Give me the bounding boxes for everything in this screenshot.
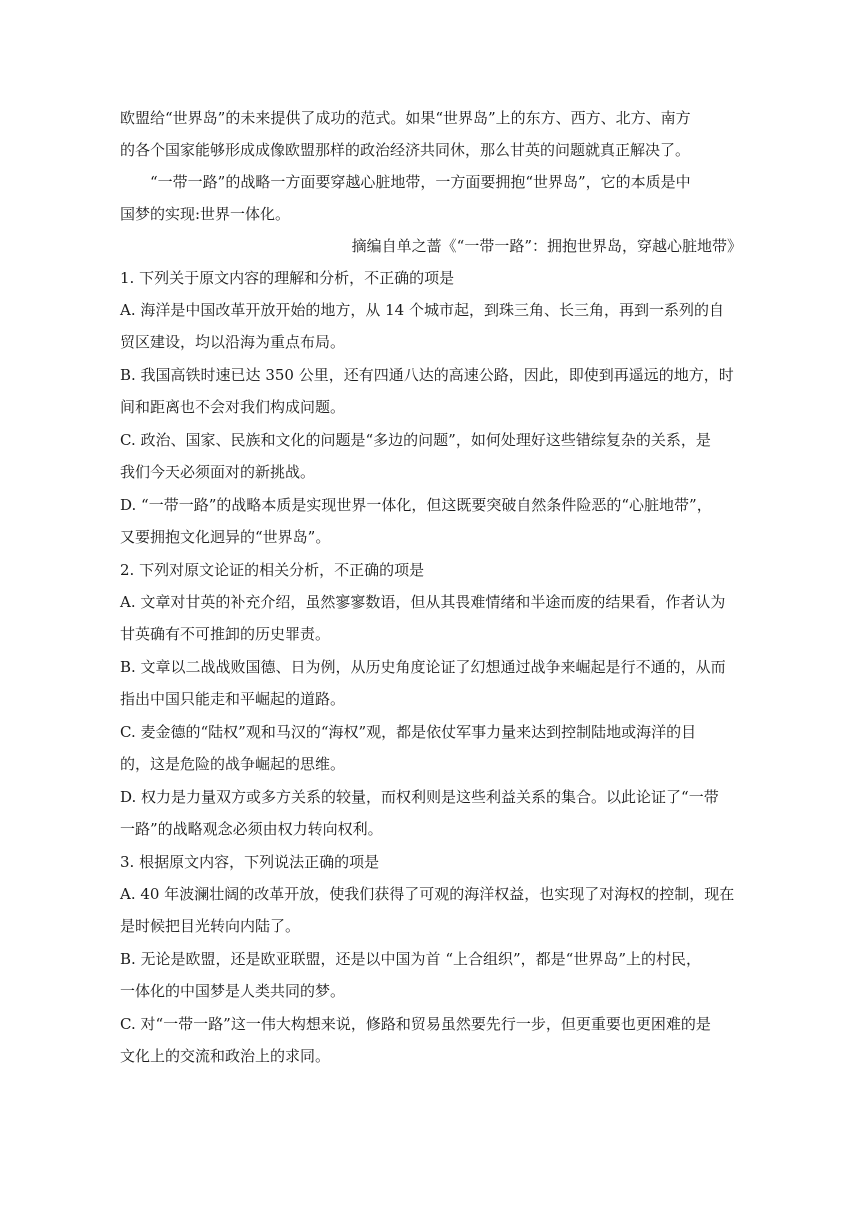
option-c-line1: C. 政治、国家、民族和文化的问题是“多边的问题”，如何处理好这些错综复杂的关系，是 [120,431,711,449]
option-d-line2: 一路”的战略观念必须由权力转向权利。 [120,820,383,838]
option-d-line1: D. “一带一路”的战略本质是实现世界一体化，但这既要突破自然条件险恶的“心脏地带”， [120,496,712,514]
option-c-line2: 我们今天必须面对的新挑战。 [120,463,316,481]
option-a-line2: 甘英确有不可推卸的历史罪责。 [120,625,331,643]
option-a-line1: A. 海洋是中国改革开放开始的地方，从 14 个城市起，到珠三角、长三角，再到一系列的自 [120,301,724,319]
option-a-line1: A. 文章对甘英的补充介绍，虽然寥寥数语，但从其畏难情绪和半途而废的结果看，作者认为 [120,593,726,611]
document-page [120,108,742,1066]
option-a-line1: A. 40 年波澜壮阔的改革开放，使我们获得了可观的海洋权益，也实现了对海权的控制，现在 [120,885,735,903]
question-stem: 1. 下列关于原文内容的理解和分析，不正确的项是 [120,269,455,287]
option-c-line1: C. 对“一带一路”这一伟大构想来说，修路和贸易虽然要先行一步，但更重要也更困难的是 [120,1015,711,1033]
passage-line: 欧盟给“世界岛”的未来提供了成功的范式。如果“世界岛”上的东方、西方、北方、南方 [120,109,691,127]
passage-line: 的各个国家能够形成成像欧盟那样的政治经济共同休，那么甘英的问题就真正解决了。 [120,141,691,159]
passage-line: “一带一路”的战略一方面要穿越心脏地带，一方面要拥抱“世界岛”，它的本质是中 [150,173,691,191]
option-a-line2: 是时候把目光转向内陆了。 [120,917,301,935]
option-c-line2: 的，这是危险的战争崛起的思维。 [120,755,346,773]
option-c-line2: 文化上的交流和政治上的求同。 [120,1047,331,1065]
option-d-line1: D. 权力是力量双方或多方关系的较量，而权利则是这些利益关系的集合。以此论证了“一带 [120,788,719,806]
option-c-line1: C. 麦金德的“陆权”观和马汉的“海权”观，都是依仗军事力量来达到控制陆地或海洋的目 [120,723,697,741]
option-b-line2: 一体化的中国梦是人类共同的梦。 [120,982,346,1000]
passage-line: 国梦的实现:世界一体化。 [120,205,291,223]
option-d-line2: 又要拥抱文化迥异的“世界岛”。 [120,528,331,546]
option-b-line2: 指出中国只能走和平崛起的道路。 [120,690,346,708]
passage-source: 摘编自单之蔷《“一带一路”：拥抱世界岛，穿越心脏地带》 [351,237,742,255]
option-a-line2: 贸区建设，均以沿海为重点布局。 [120,333,346,351]
option-b-line2: 间和距离也不会对我们构成问题。 [120,398,346,416]
question-stem: 3. 根据原文内容，下列说法正确的项是 [120,853,380,871]
question-stem: 2. 下列对原文论证的相关分析，不正确的项是 [120,561,425,579]
option-b-line1: B. 文章以二战战败国德、日为例，从历史角度论证了幻想通过战争来崛起是行不通的，从而 [120,658,726,676]
option-b-line1: B. 无论是欧盟，还是欧亚联盟，还是以中国为首 “上合组织”，都是“世界岛”上的村民， [120,950,702,968]
option-b-line1: B. 我国高铁时速已达 350 公里，还有四通八达的高速公路，因此，即使到再遥远的地方，时 [120,366,734,384]
